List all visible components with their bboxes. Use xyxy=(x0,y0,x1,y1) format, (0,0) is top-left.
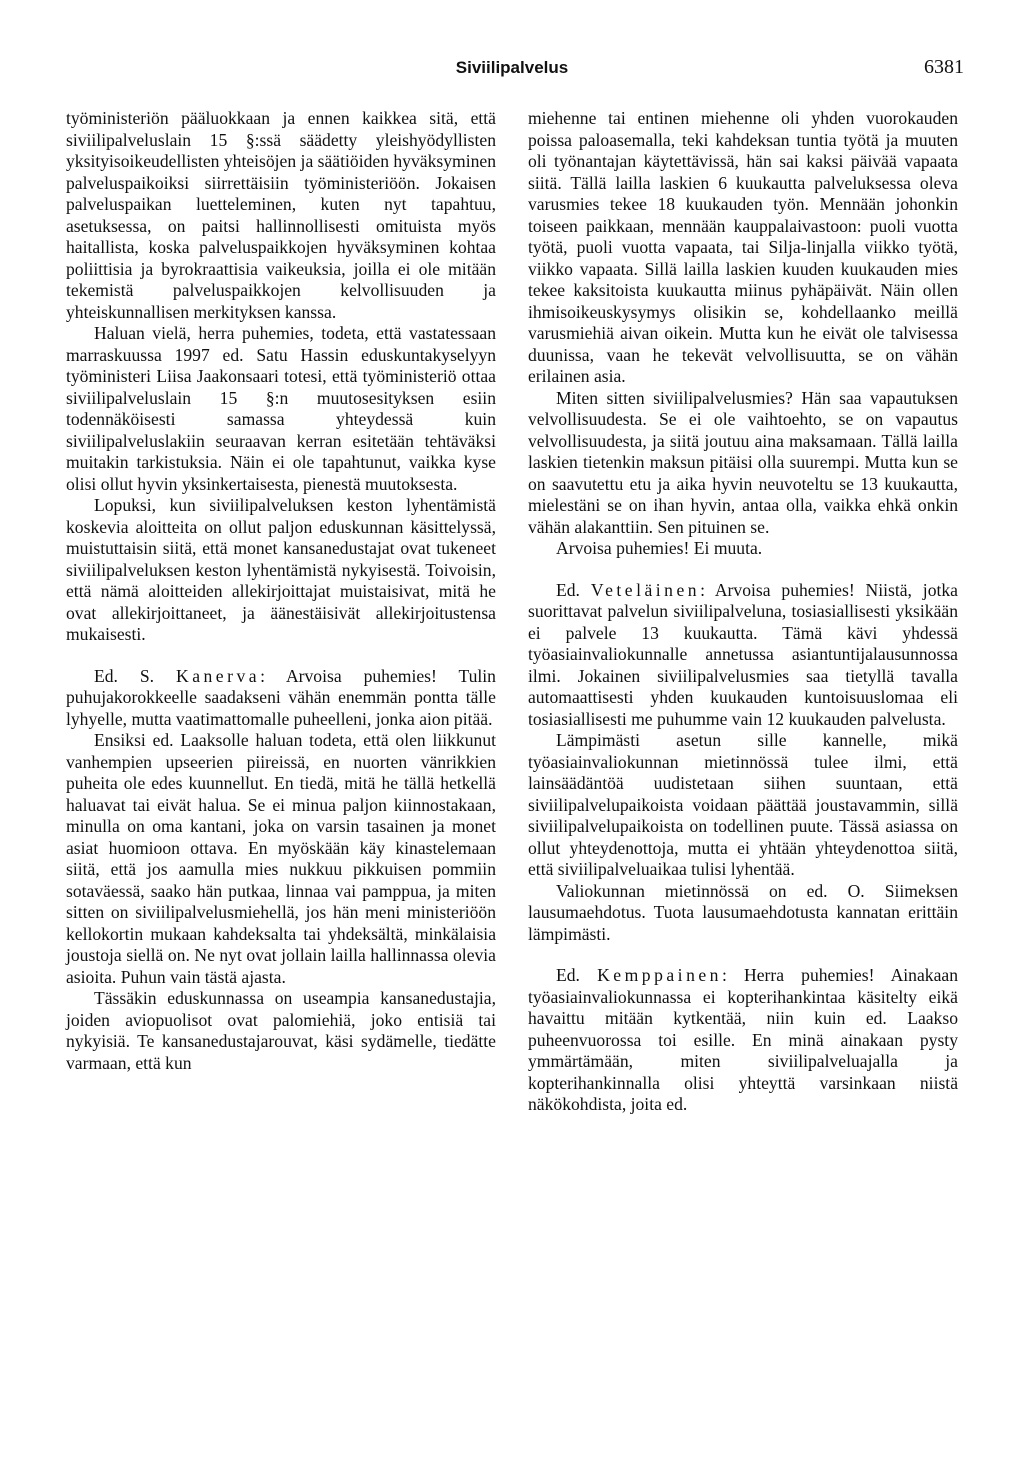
speaker-name: Veteläinen xyxy=(590,579,701,600)
paragraph: Lopuksi, kun siviilipalveluksen keston lyhentämistä koskevia aloitteita on ollut paljon eduskunnan käsittelyssä, muistuttaisin siitä, että monet kansanedustajat ovat tukeneet siviilipalveluksen keston lyhentämistä nykyisestä. Toivoisin, että nämä aloitteiden allekirjoittajat muistaisivat, mitä he ovat allekirjoittaneet, ja äänestäisivät allekirjoitustensa mukaisesti. xyxy=(66,495,496,644)
running-title: Siviilipalvelus xyxy=(455,58,569,77)
speech-text: : Herra puhemies! Ainakaan työasiainvaliokunnassa ei kopterihankintaa käsitelty eikä havaittu mitään kytkentää, niin kuin ed. Laakso puheenvuorossa toi esille. En minä ainakaan pysty ymmärtämään, miten siviilipalveluajalla ja kopterihankinnalla olisi yhteyttä varsinkaan niistä näkökohdista, joita ed. xyxy=(528,965,958,1114)
speaker-name: Kemppainen xyxy=(597,965,722,985)
paragraph: työministeriön pääluokkaan ja ennen kaikkea sitä, että siviilipalveluslain 15 §:ssä säädetty yleishyödyllisten yksityisoikeudellisten yhteisöjen ja säätiöiden hyväksyminen palveluspaikoiksi siirrettäisiin työministeriöön. Jokaisen palveluspaikan luetteleminen, kuten nyt tapahtuu, asetuksessa, on paitsi hallinnollisesti omituista myös haitallista, koska palveluspaikkojen hyväksyminen kohtaa poliittisia ja byrokraattisia vaikeuksia, joilla ei ole mitään tekemistä palveluspaikkojen kelvollisuuden ja yhteiskunnallisen merkityksen kanssa. xyxy=(66,108,496,322)
paragraph: Miten sitten siviilipalvelusmies? Hän saa vapautuksen velvollisuudesta. Se ei ole vaihtoehto, se on vapautus velvollisuudesta, ja siitä joutuu aina maksamaan. Tällä lailla laskien tietenkin maksun pitäisi olla suurempi. Mutta kun se on saavutettu etu ja aika hyvin neuvoteltu se 13 kuukautta, mielestäni se on ihan hyvin, antaa olla, vaikka ehkä onkin vähän alakanttiin. Sen pituinen se. xyxy=(528,387,958,537)
speaker-prefix: Ed. S. xyxy=(94,665,155,686)
speech-text: : Arvoisa puhemies! Tulin puhujakorokkeelle saadakseni vähän enemmän pontta tälle lyhyelle, mutta vaatimattomalle puheelleni, jonka aion pitää. xyxy=(66,665,496,729)
speech-kanerva xyxy=(66,666,496,731)
paragraph: Valiokunnan mietinnössä on ed. O. Siimeksen lausumaehdotus. Tuota lausumaehdotusta kannatan erittäin lämpimästi. xyxy=(528,880,958,944)
paragraph: Lämpimästi asetun sille kannelle, mikä työasiainvaliokunnan mietinnössä tulee ilmi, että lainsäädäntöä uudistetaan siihen suuntaan, että siviilipalvelupaikoista voidaan päättää joustavammin, sillä siviilipalvelupaikoista on todellinen puute. Tässä asiassa on ollut yhteydenottoja, mutta ei yhtään yhteydenottoa siitä, että siviilipalveluaikaa tulisi lyhentää. xyxy=(528,730,958,879)
speech-text: : Arvoisa puhemies! Niistä, jotka suorittavat palvelun siviilipalveluna, tosiasiallisesti yksikään ei palvele 13 kuukautta. Tämä kävi yhdessä työasiainvaliokunnalle annetussa asiantuntijalausunnossa ilmi. Jokainen siviilipalvelusmies saa tietyllä tavalla automaattisesti yhden kuukauden kuntoisuuslomaa eli tosiasiallisesti me puhumme vain 12 kuukauden palvelusta. xyxy=(528,579,958,729)
paragraph: miehenne tai entinen miehenne oli yhden vuorokauden poissa paloasemalla, teki kahdeksan tuntia työtä ja muuten oli työnantajan käytettävissä, hän sai kaksi päivää vapaata siitä. Tällä lailla laskien 6 kuukautta palveluksessa oleva varusmies tekee 18 kuukauden työn. Mennään johonkin toiseen paikkaan, mennään kauppalaivastoon: puoli vuotta työtä, puoli vuotta vapaata, tai Silja-linjalla viikko työtä, viikko vapaata. Sillä lailla laskien kuuden kuukauden mies tekee kaksitoista kuukautta miinus pyhäpäivät. Näin ollen ihmisoikeuskysymys olisikin se, kohdellaanko meillä varusmiehiä aivan oikein. Mutta kun he eivät ole talvisessa duunissa, vaan he tekevät velvollisuutta, se on vähän erilainen asia. xyxy=(528,108,958,386)
paragraph: Tässäkin eduskunnassa on useampia kansanedustajia, joiden aviopuolisot ovat palomiehiä, joko entisiä tai nykyisiä. Te kansanedustajarouvat, käsi sydämelle, tiedätte varmaan, että kun xyxy=(66,988,496,1073)
speaker-name: Kanerva xyxy=(176,665,261,686)
left-column xyxy=(66,108,496,1074)
speech-vetelainen xyxy=(528,580,958,731)
speaker-prefix: Ed. xyxy=(556,965,580,985)
paragraph: Haluan vielä, herra puhemies, todeta, että vastatessaan marraskuussa 1997 ed. Satu Hassin eduskuntakyselyyn työministeri Liisa Jaakonsaari totesi, että työministeriö ottaa siviilipalveluslain 15 §:n muutosesityksen esiin todennäköisesti samassa yhteydessä kuin siviilipalveluslakiin seuraavan kerran esitetään tehtäväksi muitakin tarkistuksia. Näin ei ole tapahtunut, vaikka kyse olisi ollut hyvin yksinkertaisesta, pienestä muutoksesta. xyxy=(66,323,496,494)
right-column xyxy=(528,108,958,1116)
page-number: 6381 xyxy=(924,56,964,78)
speech-kemppainen xyxy=(528,965,958,1116)
paragraph: Ensiksi ed. Laaksolle haluan todeta, että olen liikkunut vanhempien upseerien piireissä, en nuorten vänrikkien puheita ole edes kuunnellut. En tiedä, mitä he tällä hetkellä haluavat tai eivät halua. Se ei minua paljon kiinnostakaan, minulla on oma kantani, joka on varsin tasainen ja monet asiat huomioon ottava. En myöskään käy kinastelemaan siitä, että jos aamulla mies nukkuu pikkuisen pommiin sotaväessä, saako hän putkaa, linnaa vai pamppua, ja miten sitten on siviilipalvelusmiehellä, jos hän meni ministeriöön kellokortin mukaan kahdeksalta tai yhdeksältä, minkälaisia joustoja siellä on. Ne nyt ovat jollain lailla hallinnassa olevia asioita. Puhun vain tästä ajasta. xyxy=(66,730,496,987)
paragraph: Arvoisa puhemies! Ei muuta. xyxy=(556,538,763,558)
speaker-prefix: Ed. xyxy=(556,579,580,600)
